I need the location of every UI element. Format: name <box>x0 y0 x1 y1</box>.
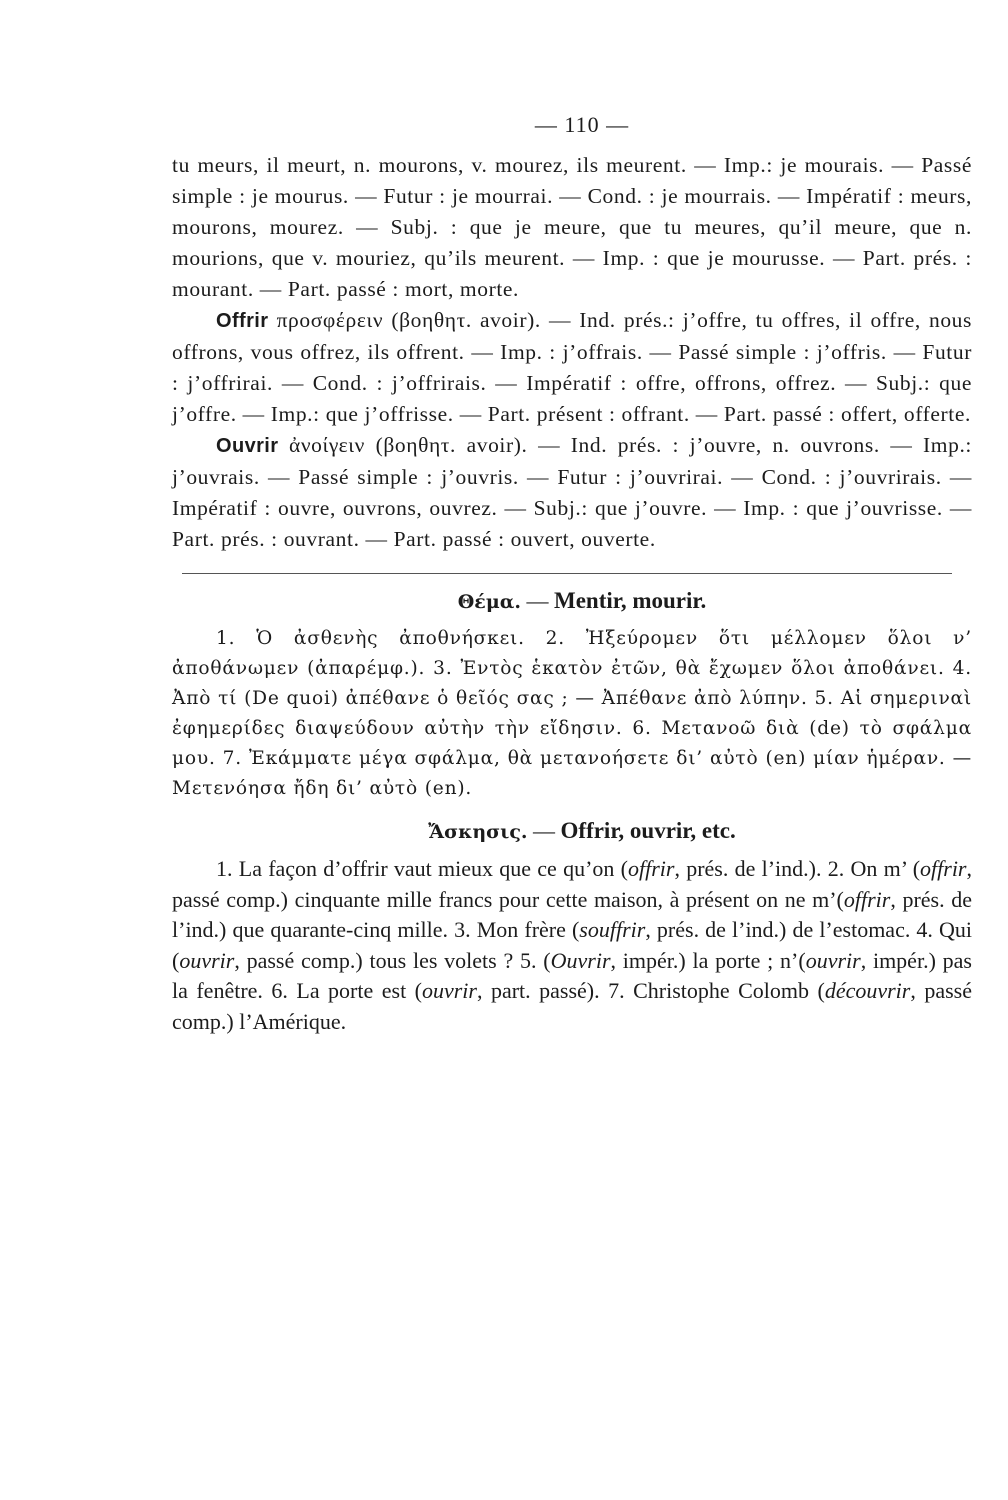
offrir-greek: προσφέρειν <box>276 308 384 332</box>
ouvrir-lemma: Ouvrir <box>216 435 279 457</box>
ouvrir-greek: ἀνοίγειν <box>289 433 365 457</box>
thema-text: 1. Ὁ ἀσθενὴς ἀποθνήσκει. 2. Ἠξεύρομεν ὅτι μέλλομεν ὅλοι ν’ ἀποθάνωμεν (ἀπαρέμφ.). 3. Ἐντὸς ἑκατὸν ἐτῶν, θὰ ἔχωμεν ὅλοι ἀποθάνει. 4. Ἀπὸ τί (De quoi) ἀπέθανε ὁ θεῖός σας ; — Ἀπέθανε ἀπὸ λύπην. 5. Αἱ σημεριναὶ ἐφημερίδες διαψεύδουν αὐτὴν τὴν εἴδησιν. 6. Μετανοῶ διὰ (de) τὸ σφάλμα μου. 7. Ἐκάμματε μέγα σφάλμα, θὰ μετανοήσετε δι’ αὐτὸ (en) μίαν ἡμέραν. —Μετενόησα ἤδη δι’ αὐτὸ (en). <box>172 628 972 799</box>
askesis-text: , impér.) pas la fenêtre. 6. La porte est ( <box>172 947 972 1003</box>
verb-italic: souffrir <box>579 917 646 942</box>
verb-italic: ouvrir <box>421 978 477 1003</box>
askesis-exercise <box>172 854 972 1037</box>
askesis-title: Offrir, ouvrir, etc. <box>560 818 736 843</box>
thema-exercise <box>172 624 972 804</box>
section-divider <box>182 573 952 574</box>
ouvrir-conjugation <box>172 430 972 555</box>
askesis-heading <box>172 818 972 844</box>
page-number: — 110 — <box>534 112 630 137</box>
offrir-conjugation <box>172 305 972 430</box>
verb-italic: ouvrir <box>179 947 235 973</box>
verb-italic: offrir <box>627 856 675 881</box>
askesis-text: 1. La façon d’offrir vaut mieux que ce qu’on ( <box>216 856 628 881</box>
verb-italic: offrir <box>843 886 891 912</box>
askesis-dash: — <box>527 818 561 843</box>
askesis-text: , impér.) la porte ; n’( <box>610 947 806 973</box>
askesis-text: , passé comp.) l’Amérique. <box>172 978 972 1034</box>
askesis-text: , passé comp.) cinquante mille francs pour cette maison, à présent on ne m’( <box>172 856 972 912</box>
offrir-forms: (βοηθητ. avoir). — Ind. prés.: j’offre, tu offres, il offre, nous offrons, vous offrez, ils offrent. — Imp. : j’offrais. — Passé simple : j’offris. — Futur : j’offrirai. — Cond. : j’offrirais. — Impératif : offre, offrons, offrez. — Subj.: que j’offre. — Imp.: que j’offrisse. — Part. présent : offrant. — Part. passé : offert, offerte. <box>172 308 972 426</box>
verb-italic: ouvrir <box>805 947 861 973</box>
thema-label: Θέμα. <box>457 591 521 613</box>
thema-heading <box>172 588 972 614</box>
askesis-text: , passé comp.) tous les volets ? 5. ( <box>234 947 551 973</box>
verb-italic: offrir <box>920 856 967 881</box>
askesis-label: Ἄσκησις. <box>428 821 528 843</box>
askesis-text: , prés. de l’ind.) de l’estomac. 4. Qui ( <box>172 917 973 973</box>
askesis-text: , prés. de l’ind.). 2. On m’ ( <box>674 856 921 881</box>
book-page <box>172 112 972 1037</box>
verb-italic: découvrir <box>824 978 911 1003</box>
thema-title: Mentir, mourir. <box>553 588 707 613</box>
thema-dash: — <box>520 588 554 613</box>
askesis-text: , part. passé). 7. Christophe Colomb ( <box>476 978 825 1003</box>
offrir-lemma: Offrir <box>216 310 269 332</box>
mourir-conjugation: tu meurs, il meurt, n. mourons, v. mourez, ils meurent. — Imp.: je mourais. — Passé simple : je mourus. — Futur : je mourrai. — Cond. : je mourrais. — Impératif : meurs, mourons, mourez. — Subj. : que je meure, que tu meures, qu’il meure, que n. mourions, que v. mouriez, qu’ils meurent. — Imp. : que je mourusse. — Part. prés. : mourant. — Part. passé : mort, morte. <box>172 153 972 301</box>
verb-italic: Ouvrir <box>550 947 611 973</box>
askesis-text: , prés. de l’ind.) que quarante-cinq mille. 3. Mon frère ( <box>172 886 972 942</box>
ouvrir-forms: (βοηθητ. avoir). — Ind. prés. : j’ouvre, n. ouvrons. — Imp.: j’ouvrais. — Passé simple : j’ouvris. — Futur : j’ouvrirai. — Cond. : j’ouvrirais. — Impératif : ouvre, ouvrons, ouvrez. — Subj.: que j’ouvre. — Imp. : que j’ouvrisse. — Part. prés. : ouvrant. — Part. passé : ouvert, ouverte. <box>172 433 973 551</box>
